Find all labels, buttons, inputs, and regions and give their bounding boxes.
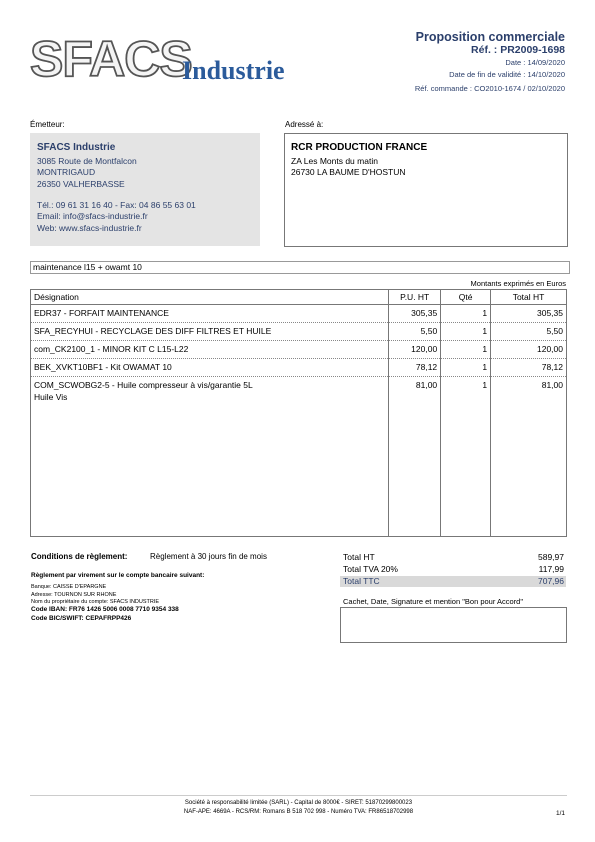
row-unit-price: 81,00	[389, 377, 441, 537]
table-row	[31, 359, 567, 377]
document-ref: Réf. : PR2009-1698	[471, 44, 565, 56]
iban: Code IBAN: FR76 1426 5006 0008 7710 9354 338	[31, 606, 179, 613]
row-quantity: 1	[441, 341, 491, 359]
issuer-email: Email: info@sfacs-industrie.fr	[37, 211, 148, 221]
logo-subtext: Industrie	[182, 56, 285, 85]
bank-address: Adresse: TOURNON SUR RHONE	[31, 592, 117, 598]
recipient-line: 26730 LA BAUME D'HOSTUN	[291, 167, 406, 177]
recipient-name: RCR PRODUCTION FRANCE	[291, 142, 428, 153]
bank-name: Banque: CAISSE D'EPARGNE	[31, 584, 107, 590]
row-designation: SFA_RECYHUI - RECYCLAGE DES DIFF FILTRES ET HUILE	[31, 323, 389, 341]
row-designation-detail: Huile Vis	[34, 392, 68, 402]
footer-line: Société à responsabilité limitée (SARL) - Capital de 8000€ - SIRET: 51870299800023	[184, 800, 413, 806]
recipient-line: ZA Les Monts du matin	[291, 156, 378, 166]
footer-line: NAF-APE: 4669A - RCS/RM: Romans B 518 702 998 - Numéro TVA: FR86518702998	[183, 809, 414, 815]
issuer-line: MONTRIGAUD	[37, 167, 96, 177]
order-ref: Réf. commande : CO2010-1674 / 02/10/2020	[414, 84, 565, 93]
total-tva-row	[340, 564, 566, 575]
row-unit-price: 120,00	[389, 341, 441, 359]
currency-note: Montants exprimés en Euros	[470, 279, 566, 288]
table-row	[31, 323, 567, 341]
row-total: 81,00	[491, 377, 567, 537]
total-ttc-row	[340, 576, 566, 587]
row-designation: BEK_XVKT10BF1 - Kit OWAMAT 10	[31, 359, 389, 377]
col-designation: Désignation	[31, 290, 389, 305]
total-tva-value: 117,99	[538, 564, 564, 574]
row-quantity: 1	[441, 359, 491, 377]
document-date: Date : 14/09/2020	[505, 58, 565, 67]
col-unit-price: P.U. HT	[389, 290, 441, 305]
total-ht-label: Total HT	[343, 552, 375, 562]
issuer-line: 26350 VALHERBASSE	[37, 179, 125, 189]
table-row	[31, 341, 567, 359]
row-quantity: 1	[441, 323, 491, 341]
page-number: 1/1	[555, 810, 565, 817]
row-designation	[31, 377, 389, 537]
company-logo	[30, 31, 310, 87]
col-total: Total HT	[491, 290, 567, 305]
row-unit-price: 78,12	[389, 359, 441, 377]
subject-line: maintenance l15 + owamt 10	[30, 261, 570, 274]
conditions-value: Règlement à 30 jours fin de mois	[150, 552, 267, 561]
row-total: 78,12	[491, 359, 567, 377]
issuer-phone: Tél.: 09 61 31 16 40 - Fax: 04 86 55 63 01	[37, 200, 196, 210]
row-total: 5,50	[491, 323, 567, 341]
row-designation: com_CK2100_1 - MINOR KIT C L15-L22	[31, 341, 389, 359]
signature-label: Cachet, Date, Signature et mention "Bon pour Accord"	[343, 597, 524, 606]
signature-box	[340, 607, 567, 643]
recipient-label: Adressé à:	[285, 120, 324, 129]
conditions-label: Conditions de règlement:	[31, 552, 128, 561]
items-table	[30, 289, 567, 537]
table-row	[31, 377, 567, 537]
total-ttc-value: 707,96	[538, 576, 564, 586]
issuer-line: 3085 Route de Montfalcon	[37, 156, 137, 166]
document-title: Proposition commerciale	[415, 30, 565, 44]
row-unit-price: 5,50	[389, 323, 441, 341]
row-total: 305,35	[491, 305, 567, 323]
issuer-name: SFACS Industrie	[37, 142, 116, 153]
table-header-row	[31, 290, 567, 305]
logo-text: SFACS	[30, 31, 192, 87]
row-quantity: 1	[441, 377, 491, 537]
row-quantity: 1	[441, 305, 491, 323]
total-ttc-label: Total TTC	[343, 576, 380, 586]
validity-date: Date de fin de validité : 14/10/2020	[449, 70, 565, 79]
col-quantity: Qté	[441, 290, 491, 305]
total-ht-value: 589,97	[538, 552, 564, 562]
row-designation-main: COM_SCWOBG2-5 - Huile compresseur à vis/garantie 5L	[34, 380, 253, 390]
issuer-label: Émetteur:	[30, 120, 65, 129]
table-row	[31, 305, 567, 323]
row-total: 120,00	[491, 341, 567, 359]
bic: Code BIC/SWIFT: CEPAFRPP426	[31, 615, 132, 622]
total-tva-label: Total TVA 20%	[343, 564, 398, 574]
row-unit-price: 305,35	[389, 305, 441, 323]
payment-title: Règlement par virement sur le compte bancaire suivant:	[31, 572, 205, 579]
footer-divider	[30, 795, 567, 796]
row-designation: EDR37 - FORFAIT MAINTENANCE	[31, 305, 389, 323]
total-ht-row	[340, 552, 566, 563]
account-owner: Nom du propriétaire du compte: SFACS INDUSTRIE	[31, 599, 160, 605]
issuer-web: Web: www.sfacs-industrie.fr	[37, 223, 142, 233]
